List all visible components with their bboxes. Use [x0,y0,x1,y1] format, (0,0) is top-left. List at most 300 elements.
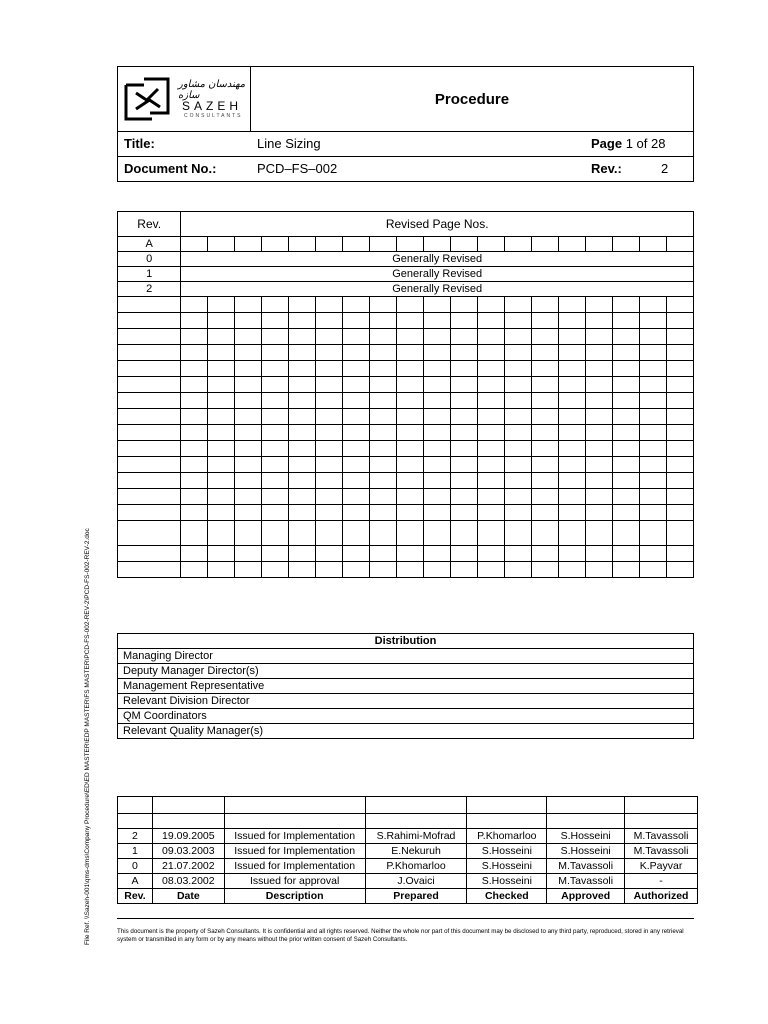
approval-column-header: Prepared [365,889,467,904]
page-cell [343,473,370,489]
page-cell [181,393,208,409]
page-cell [316,377,343,393]
page-cell [262,393,289,409]
distribution-item: Relevant Quality Manager(s) [118,724,694,739]
page-cell [262,237,289,252]
page-cell [118,409,181,425]
page-cell [181,521,208,546]
page-cell [397,473,424,489]
page-cell [343,521,370,546]
page-cell [118,361,181,377]
page-cell [451,393,478,409]
page-cell [118,329,181,345]
page-cell [262,313,289,329]
page-cell [666,562,693,578]
page-cell [451,505,478,521]
page-cell [316,297,343,313]
page-cell [316,441,343,457]
page-cell [531,546,558,562]
page-cell [316,345,343,361]
page-cell [531,562,558,578]
approval-table [117,796,698,904]
page-cell [208,409,235,425]
page-cell [558,546,585,562]
page-cell [505,313,532,329]
page-cell [370,297,397,313]
page-cell [585,546,612,562]
empty-row [118,329,694,345]
page-cell [181,505,208,521]
page-cell [585,345,612,361]
page-cell [585,457,612,473]
page-cell [451,409,478,425]
approval-cell: Issued for Implementation [224,844,365,859]
page-cell [289,473,316,489]
page-cell [397,562,424,578]
revision-row [118,267,694,282]
page-cell [639,521,666,546]
page-cell [558,329,585,345]
page-cell [612,521,639,546]
page-cell [505,329,532,345]
page-cell [424,377,451,393]
page-cell [612,562,639,578]
page-cell [585,329,612,345]
page-cell [612,425,639,441]
page-cell [316,425,343,441]
page-cell [118,441,181,457]
page-cell [478,473,505,489]
page-cell [370,361,397,377]
page-value: 1 of 28 [625,136,666,151]
page-cell [289,409,316,425]
page-cell [316,393,343,409]
page-cell [612,313,639,329]
page-cell [478,457,505,473]
approval-cell: A [118,874,153,889]
approval-row [118,859,698,874]
page-cell [289,457,316,473]
approval-cell [467,797,547,814]
page-cell [639,329,666,345]
page-cell [208,473,235,489]
page-cell [397,345,424,361]
page-cell [397,409,424,425]
page-cell [118,521,181,546]
page-cell [289,505,316,521]
page-cell [424,329,451,345]
page-cell [397,393,424,409]
page-cell [316,489,343,505]
page-cell [289,441,316,457]
page-cell [235,297,262,313]
approval-cell: Issued for Implementation [224,829,365,844]
page-cell [451,425,478,441]
page-cell [585,441,612,457]
distribution-item: Management Representative [118,679,694,694]
page-cell [181,473,208,489]
sazeh-logo-icon [122,75,172,123]
distribution-item: Relevant Division Director [118,694,694,709]
page-cell [451,489,478,505]
page-cell [370,441,397,457]
empty-row [118,409,694,425]
approval-column-header: Approved [547,889,625,904]
page-cell [235,329,262,345]
page-cell [585,489,612,505]
page-cell [639,425,666,441]
page-cell [208,297,235,313]
page-cell [316,313,343,329]
page-cell [370,425,397,441]
page-cell [343,505,370,521]
approval-cell: 0 [118,859,153,874]
page-cell [316,562,343,578]
revision-id: 2 [118,282,181,297]
empty-row [118,297,694,313]
page-cell [478,562,505,578]
page-cell [397,377,424,393]
page-cell [531,505,558,521]
page-cell [118,457,181,473]
page-cell [505,377,532,393]
approval-cell: S.Hosseini [547,829,625,844]
approval-cell [118,814,153,829]
page-cell [424,546,451,562]
page-cell [343,297,370,313]
page-cell [208,441,235,457]
page-cell [118,393,181,409]
page-cell [262,505,289,521]
page-cell [585,562,612,578]
page-cell [585,521,612,546]
page-cell [558,361,585,377]
docno-label: Document No.: [124,161,217,176]
rev-column-header: Rev. [118,212,181,237]
approval-cell: 2 [118,829,153,844]
page-cell [235,237,262,252]
page-cell [316,457,343,473]
page-cell [558,425,585,441]
page-cell [289,562,316,578]
page-cell [424,521,451,546]
revision-id: 1 [118,267,181,282]
page-cell [370,345,397,361]
page-cell [424,473,451,489]
revision-note: Generally Revised [181,282,694,297]
page-cell [505,297,532,313]
revision-row [118,282,694,297]
page-cell [451,345,478,361]
approval-cell: S.Hosseini [467,874,547,889]
revision-id: A [118,237,181,252]
page-cell [505,562,532,578]
page-cell [585,313,612,329]
page-cell [397,297,424,313]
page-cell [639,457,666,473]
page-cell [666,237,693,252]
page-cell [208,345,235,361]
page-cell [558,393,585,409]
page-cell [505,457,532,473]
page-cell [585,409,612,425]
page-cell [262,409,289,425]
page-cell [397,505,424,521]
approval-header-row [118,889,698,904]
page-cell [208,313,235,329]
page-cell [235,313,262,329]
page-cell [451,361,478,377]
page-cell [181,489,208,505]
page-cell [558,345,585,361]
page-cell [639,473,666,489]
page-cell [639,313,666,329]
page-cell [118,377,181,393]
page-indicator [591,136,665,151]
page-cell [316,473,343,489]
logo-persian-text: مهندسان مشاور سازه [178,79,246,101]
page-cell [262,521,289,546]
docno-row [118,156,693,181]
page-cell [235,489,262,505]
page-cell [262,297,289,313]
approval-cell [547,814,625,829]
page-cell [235,345,262,361]
revision-id: 0 [118,252,181,267]
approval-column-header: Authorized [625,889,698,904]
page-cell [289,237,316,252]
page-cell [531,489,558,505]
page-cell [370,473,397,489]
page-cell [208,457,235,473]
page-cell [181,345,208,361]
page-cell [531,377,558,393]
page-cell [505,425,532,441]
revised-pages-table [117,211,694,578]
revision-note: Generally Revised [181,267,694,282]
page-cell [666,521,693,546]
blank-approval-row [118,814,698,829]
page-cell [666,313,693,329]
page-cell [666,345,693,361]
page-cell [289,313,316,329]
title-row [118,131,693,156]
approval-cell [118,797,153,814]
page-cell [585,425,612,441]
page-cell [118,345,181,361]
page-cell [397,521,424,546]
page-cell [612,377,639,393]
page-cell [262,377,289,393]
page-cell [478,546,505,562]
page-cell [397,361,424,377]
approval-column-header: Rev. [118,889,153,904]
page-cell [235,409,262,425]
empty-row [118,473,694,489]
page-cell [397,425,424,441]
page-cell [424,425,451,441]
page-cell [262,473,289,489]
page-cell [343,489,370,505]
page-cell [531,237,558,252]
page-cell [612,505,639,521]
approval-cell [152,814,224,829]
page-cell [531,329,558,345]
revision-row [118,237,694,252]
page-cell [639,489,666,505]
page-cell [478,329,505,345]
page-cell [316,361,343,377]
footer-divider [117,918,694,919]
page-cell [262,489,289,505]
page-cell [343,329,370,345]
page-cell [343,361,370,377]
page-cell [262,562,289,578]
page-cell [478,521,505,546]
page-cell [558,489,585,505]
page-cell [370,409,397,425]
page-cell [639,237,666,252]
page-cell [397,457,424,473]
page-cell [343,313,370,329]
page-cell [666,393,693,409]
page-cell [531,473,558,489]
page-cell [343,409,370,425]
page-cell [585,473,612,489]
empty-row [118,313,694,329]
empty-row [118,425,694,441]
page-cell [289,393,316,409]
page-cell [289,377,316,393]
approval-cell: Issued for approval [224,874,365,889]
page-cell [531,425,558,441]
page-cell [478,393,505,409]
page-cell [208,505,235,521]
distribution-table [117,633,694,739]
page-cell [585,361,612,377]
page-cell [235,361,262,377]
page-cell [262,441,289,457]
page-cell [370,237,397,252]
page-cell [558,297,585,313]
page-cell [531,297,558,313]
approval-column-header: Description [224,889,365,904]
page-cell [289,546,316,562]
empty-row [118,361,694,377]
page-cell [235,425,262,441]
page-cell [585,393,612,409]
page-cell [558,409,585,425]
page-cell [478,297,505,313]
page-cell [639,345,666,361]
empty-row [118,546,694,562]
page-cell [370,546,397,562]
page-cell [505,393,532,409]
page-cell [424,489,451,505]
page-cell [118,505,181,521]
approval-cell: P.Khomarloo [365,859,467,874]
page-cell [208,546,235,562]
page-cell [397,489,424,505]
approval-cell: P.Khomarloo [467,829,547,844]
page-cell [235,546,262,562]
page-cell [397,441,424,457]
approval-cell: E.Nekuruh [365,844,467,859]
page-cell [370,377,397,393]
page-cell [208,562,235,578]
page-cell [505,237,532,252]
page-cell [531,441,558,457]
page-cell [666,473,693,489]
page-cell [666,377,693,393]
page-cell [343,393,370,409]
page-cell [118,489,181,505]
approval-cell: M.Tavassoli [625,829,698,844]
page-cell [531,521,558,546]
approval-cell: J.Ovaici [365,874,467,889]
approval-column-header: Date [152,889,224,904]
page-cell [118,473,181,489]
empty-row [118,562,694,578]
page-cell [612,489,639,505]
page-cell [208,489,235,505]
page-cell [639,409,666,425]
page-cell [451,546,478,562]
page-cell [531,313,558,329]
page-cell [316,521,343,546]
page-cell [639,562,666,578]
page-cell [666,489,693,505]
page-cell [424,409,451,425]
approval-cell: S.Hosseini [467,844,547,859]
page-cell [289,521,316,546]
page-cell [531,345,558,361]
page-cell [343,457,370,473]
page-cell [505,361,532,377]
page-cell [262,345,289,361]
page-cell [424,345,451,361]
page-cell [181,313,208,329]
page-cell [370,489,397,505]
empty-row [118,345,694,361]
empty-row [118,393,694,409]
page-cell [181,425,208,441]
page-cell [639,377,666,393]
blank-approval-row [118,797,698,814]
page-cell [666,409,693,425]
page-cell [289,489,316,505]
page-cell [478,441,505,457]
page-cell [208,377,235,393]
page-cell [370,329,397,345]
page-cell [451,237,478,252]
page-cell [666,505,693,521]
page-cell [316,329,343,345]
page-cell [208,425,235,441]
approval-cell: M.Tavassoli [547,859,625,874]
page-cell [531,393,558,409]
page-cell [118,546,181,562]
page-cell [289,425,316,441]
approval-cell: S.Hosseini [547,844,625,859]
page-cell [639,505,666,521]
page-cell [505,441,532,457]
page-cell [370,313,397,329]
page-cell [505,546,532,562]
page-cell [424,393,451,409]
page-cell [181,377,208,393]
page-cell [262,425,289,441]
